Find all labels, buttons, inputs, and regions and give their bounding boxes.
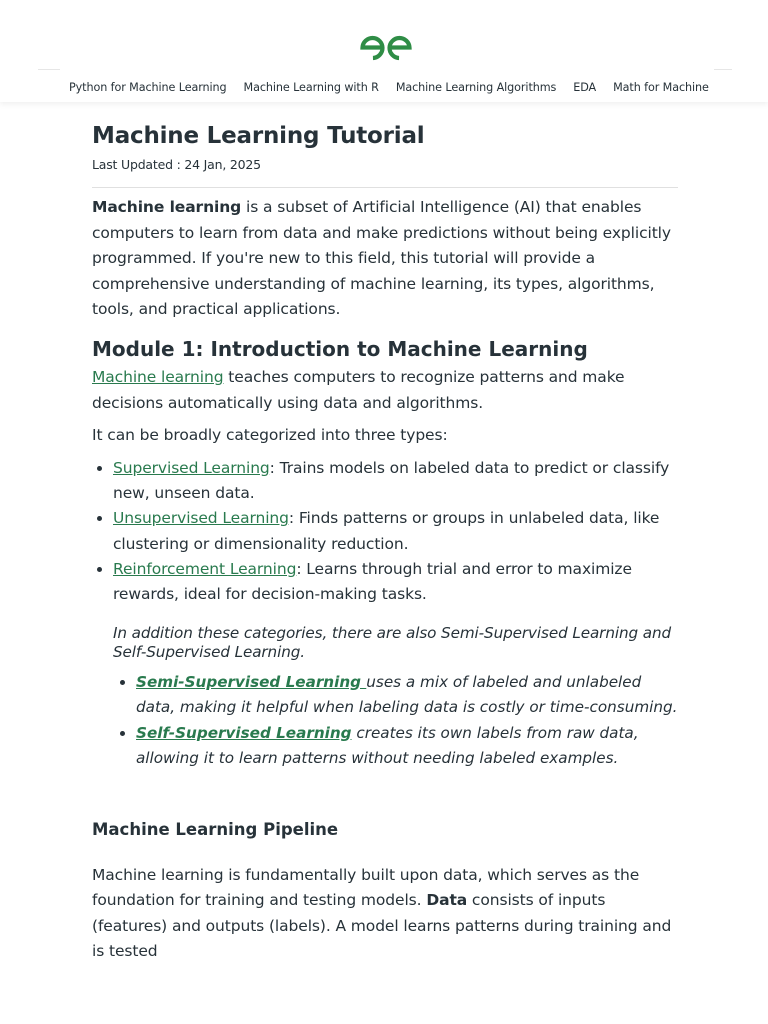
additional-types-note — [92, 624, 680, 771]
semi-supervised-learning-link[interactable]: Semi-Supervised Learning — [136, 672, 367, 691]
nav-math-for-ml[interactable]: Math for Machine — [613, 81, 709, 94]
pipeline-paragraph — [92, 863, 680, 965]
types-intro: It can be broadly categorized into three types: — [92, 426, 448, 445]
topic-nav — [69, 76, 729, 94]
page-title: Machine Learning Tutorial — [92, 123, 425, 149]
module-1-text: teaches computers to recognize patterns and make decisions automatically using data and algorithms. — [92, 367, 625, 412]
nav-eda[interactable]: EDA — [573, 81, 597, 94]
list-item-text: uses a mix of labeled and unlabeled data, making it helpful when labeling data is costly or time-consuming. — [136, 672, 678, 716]
ml-types-list — [92, 456, 680, 608]
additional-types-list — [113, 670, 680, 771]
machine-learning-link[interactable]: Machine learning — [92, 367, 224, 386]
header-divider-right — [714, 69, 732, 70]
pipeline-heading: Machine Learning Pipeline — [92, 819, 339, 839]
header-divider-left — [38, 69, 60, 70]
nav-python-ml[interactable]: Python for Machine Learning — [69, 81, 227, 94]
list-item-text: : Finds patterns or groups in unlabeled data, like clustering or dimensionality reduction. — [113, 509, 660, 553]
last-updated: Last Updated : 24 Jan, 2025 — [92, 157, 261, 172]
site-header — [0, 0, 768, 102]
unsupervised-learning-link[interactable]: Unsupervised Learning — [113, 509, 289, 528]
pipeline-text-start: Machine learning is fundamentally built upon data, which serves as the foundation for training and testing models. — [92, 865, 640, 910]
module-1-heading: Module 1: Introduction to Machine Learning — [92, 336, 588, 361]
self-supervised-learning-link[interactable]: Self-Supervised Learning — [136, 723, 352, 742]
intro-text: is a subset of Artificial Intelligence (AI) that enables computers to learn from data and make predictions without being explicitly programmed. If you're new to this field, this tutorial will provide a comprehensive understanding of machine learning, its types, algorithms, tools, and practical applications. — [92, 198, 671, 319]
pipeline-text-end: consists of inputs (features) and outputs (labels). A model learns patterns during training and is tested — [92, 891, 672, 961]
nav-ml-algorithms[interactable]: Machine Learning Algorithms — [395, 81, 557, 94]
gfg-logo-icon[interactable] — [358, 34, 414, 62]
list-item — [113, 456, 680, 507]
article — [92, 118, 680, 965]
module-1-paragraph — [92, 365, 680, 416]
supervised-learning-link[interactable]: Supervised Learning — [113, 458, 270, 477]
nav-ml-with-r[interactable]: Machine Learning with R — [243, 81, 379, 94]
title-divider — [92, 187, 678, 188]
list-item — [136, 721, 680, 771]
list-item — [113, 506, 680, 557]
list-item — [113, 557, 680, 608]
list-item — [136, 670, 680, 720]
aside-paragraph: In addition these categories, there are also Semi-Supervised Learning and Self-Supervised Learning. — [113, 623, 672, 661]
pipeline-bold: Data — [426, 891, 468, 910]
intro-paragraph — [92, 195, 680, 323]
list-item-text: : Learns through trial and error to maximize rewards, ideal for decision-making tasks. — [113, 559, 632, 604]
list-item-text: creates its own labels from raw data, allowing it to learn patterns without needing labeled examples. — [136, 723, 639, 767]
intro-bold: Machine learning — [92, 198, 242, 216]
list-item-text: : Trains models on labeled data to predict or classify new, unseen data. — [113, 458, 670, 503]
reinforcement-learning-link[interactable]: Reinforcement Learning — [113, 559, 297, 578]
